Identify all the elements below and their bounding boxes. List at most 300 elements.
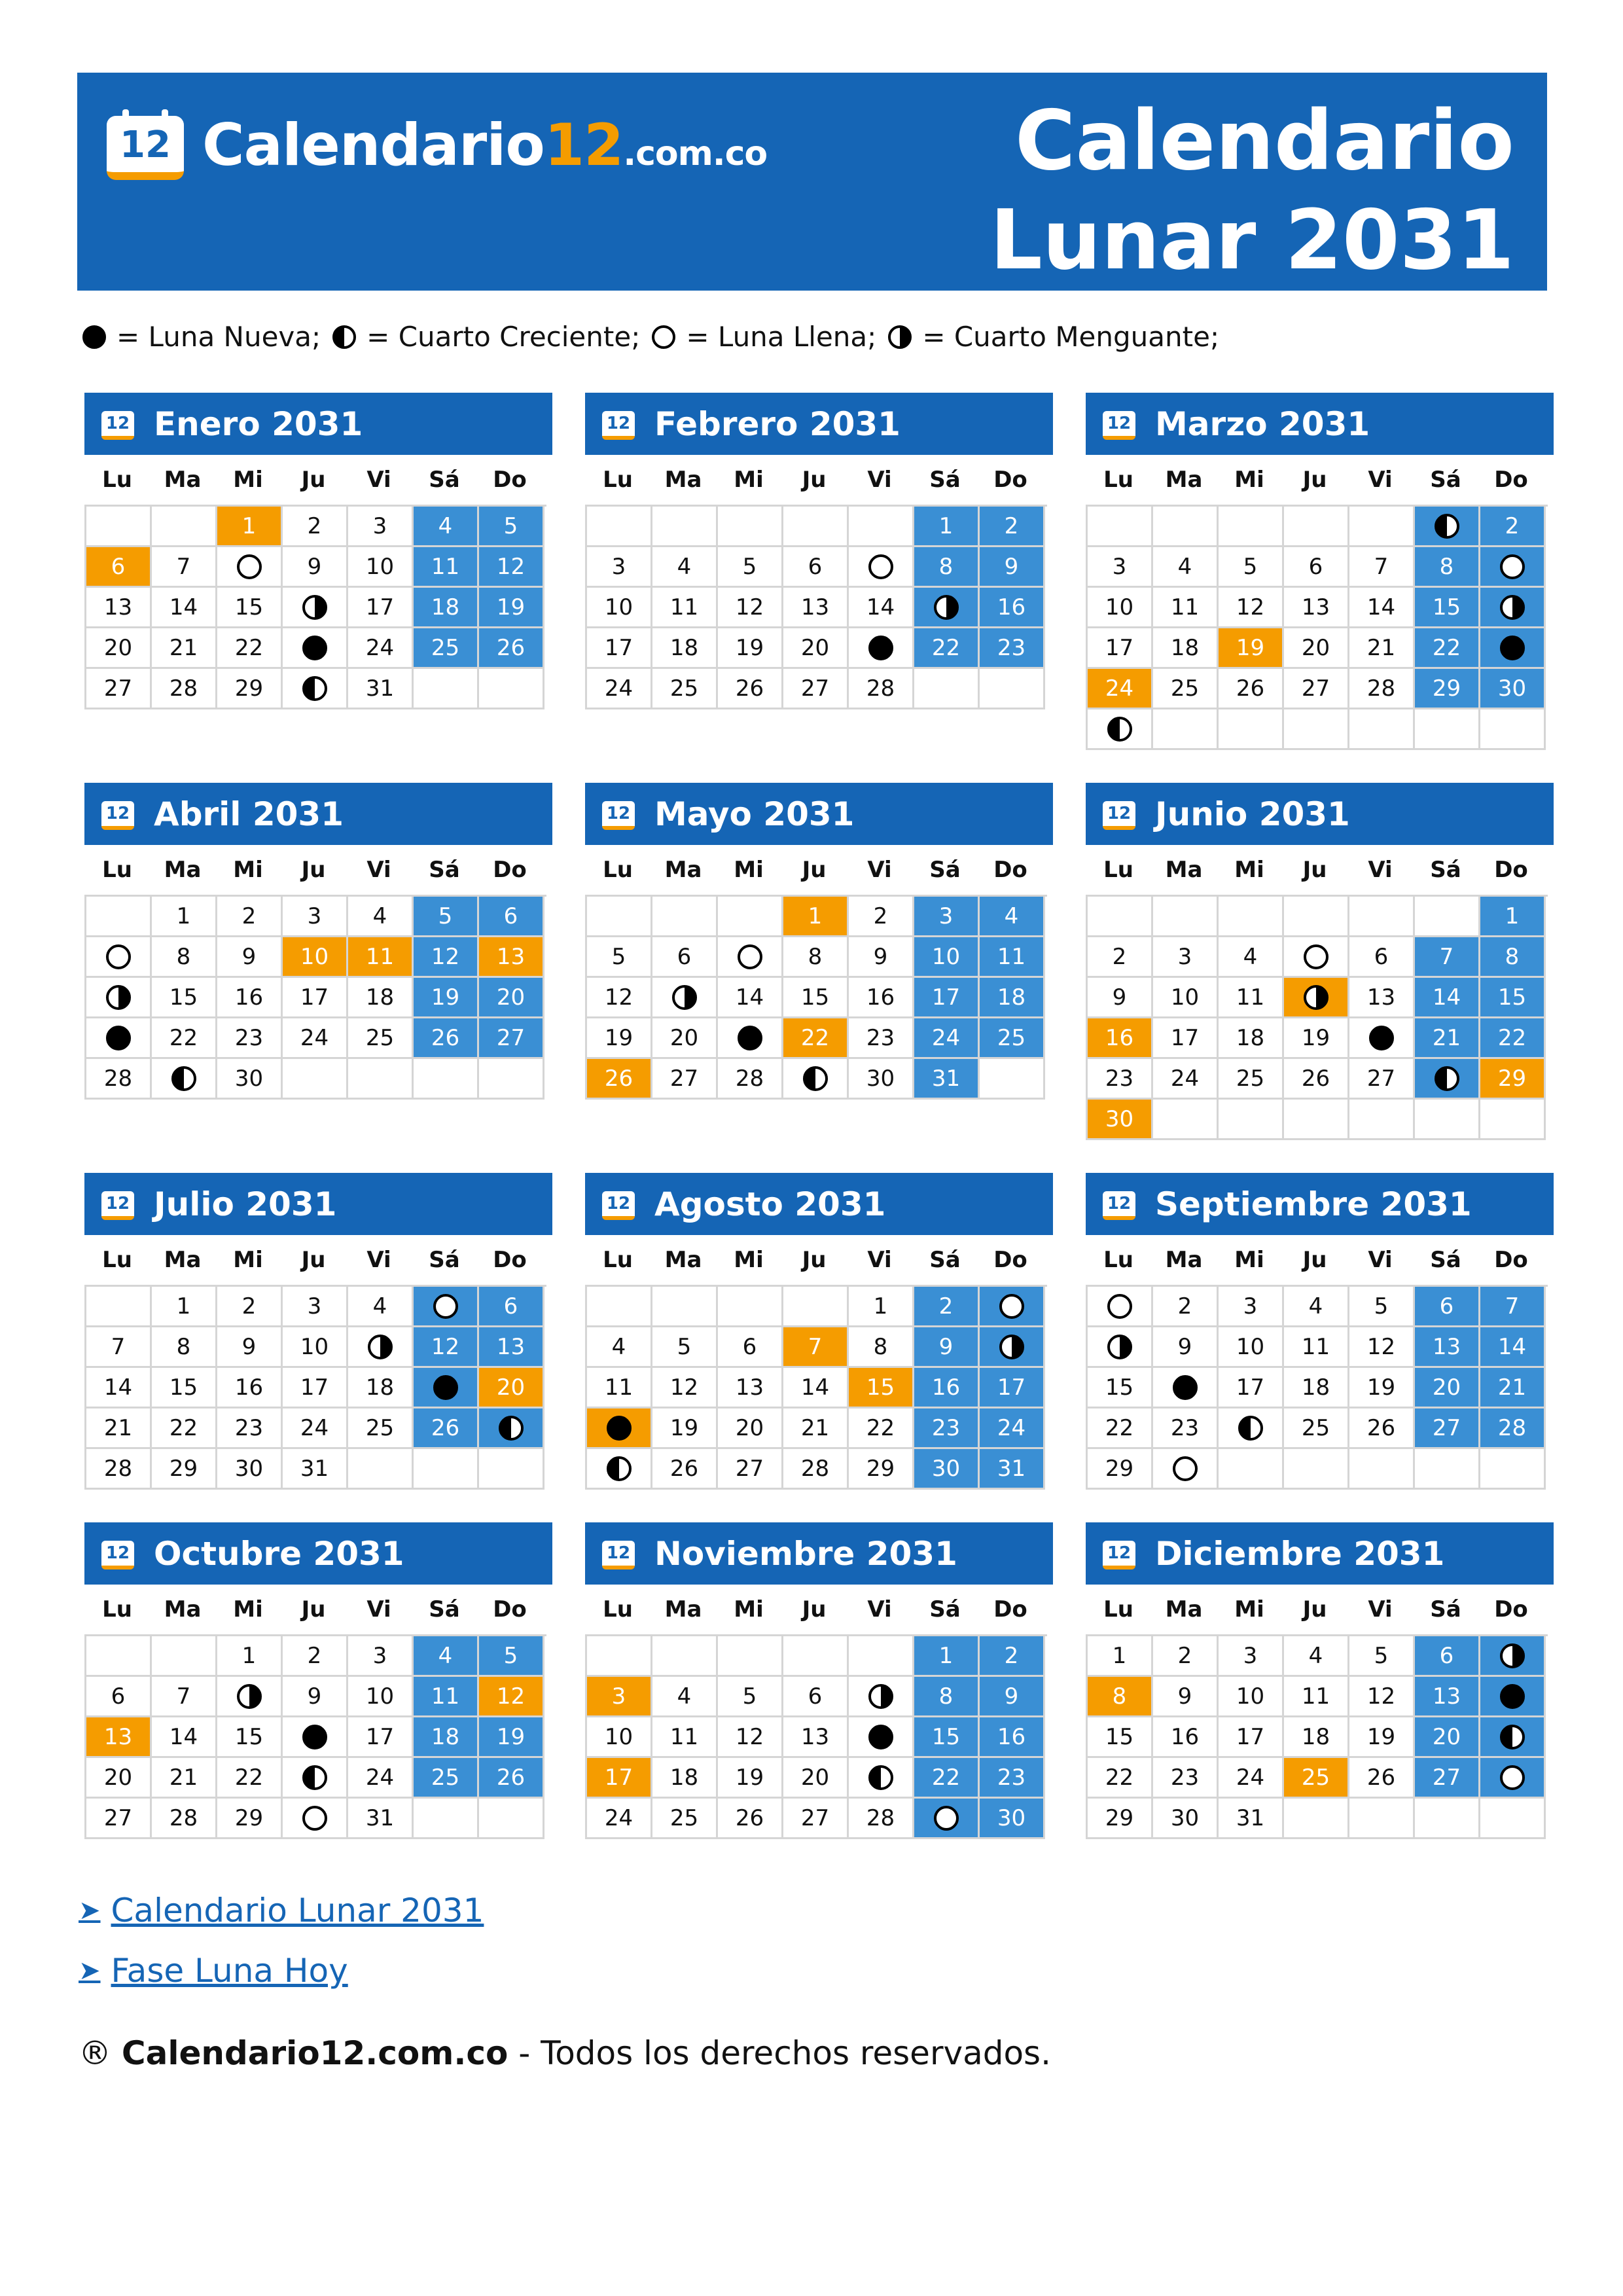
day-cell[interactable]: 19: [479, 1717, 544, 1758]
day-cell[interactable]: 16: [217, 1368, 283, 1408]
day-cell[interactable]: 13: [479, 1327, 544, 1368]
day-cell[interactable]: 14: [1349, 588, 1415, 628]
day-cell[interactable]: 8: [1480, 937, 1546, 978]
day-cell[interactable]: 22: [914, 1758, 980, 1799]
day-cell[interactable]: 20: [479, 978, 544, 1018]
day-cell[interactable]: [849, 1717, 914, 1758]
day-cell[interactable]: [980, 1287, 1045, 1327]
day-cell[interactable]: 26: [1349, 1758, 1415, 1799]
day-cell[interactable]: 13: [718, 1368, 783, 1408]
day-cell[interactable]: 18: [1284, 1717, 1349, 1758]
day-cell[interactable]: 1: [1088, 1636, 1153, 1677]
day-cell[interactable]: 30: [1088, 1100, 1153, 1140]
day-cell[interactable]: 20: [783, 628, 849, 669]
day-cell[interactable]: 4: [348, 897, 414, 937]
day-cell[interactable]: 1: [152, 1287, 217, 1327]
day-cell[interactable]: 3: [1088, 547, 1153, 588]
day-cell[interactable]: 19: [1284, 1018, 1349, 1059]
day-cell[interactable]: 7: [783, 1327, 849, 1368]
day-cell[interactable]: 8: [1415, 547, 1480, 588]
day-cell[interactable]: 2: [283, 1636, 348, 1677]
day-cell[interactable]: 22: [152, 1018, 217, 1059]
day-cell[interactable]: 31: [1219, 1799, 1284, 1839]
day-cell[interactable]: 30: [849, 1059, 914, 1100]
day-cell[interactable]: [1284, 937, 1349, 978]
day-cell[interactable]: [86, 1018, 152, 1059]
day-cell[interactable]: 15: [217, 1717, 283, 1758]
day-cell[interactable]: 28: [849, 669, 914, 709]
day-cell[interactable]: 15: [217, 588, 283, 628]
day-cell[interactable]: 26: [718, 669, 783, 709]
day-cell[interactable]: 4: [587, 1327, 652, 1368]
day-cell[interactable]: 2: [1480, 507, 1546, 547]
day-cell[interactable]: [980, 1327, 1045, 1368]
day-cell[interactable]: [783, 1059, 849, 1100]
day-cell[interactable]: [849, 547, 914, 588]
day-cell[interactable]: 22: [152, 1408, 217, 1449]
day-cell[interactable]: 27: [1415, 1758, 1480, 1799]
day-cell[interactable]: [1480, 1677, 1546, 1717]
day-cell[interactable]: 12: [718, 588, 783, 628]
link-text[interactable]: Calendario Lunar 2031: [111, 1892, 484, 1929]
day-cell[interactable]: [849, 1758, 914, 1799]
day-cell[interactable]: 24: [587, 669, 652, 709]
day-cell[interactable]: 24: [1153, 1059, 1219, 1100]
day-cell[interactable]: 21: [86, 1408, 152, 1449]
day-cell[interactable]: 18: [652, 628, 718, 669]
day-cell[interactable]: 24: [348, 628, 414, 669]
day-cell[interactable]: 5: [652, 1327, 718, 1368]
link-text[interactable]: Fase Luna Hoy: [111, 1952, 348, 1990]
day-cell[interactable]: 1: [783, 897, 849, 937]
day-cell[interactable]: 12: [1349, 1677, 1415, 1717]
day-cell[interactable]: 10: [587, 1717, 652, 1758]
day-cell[interactable]: 22: [1415, 628, 1480, 669]
day-cell[interactable]: 8: [152, 1327, 217, 1368]
day-cell[interactable]: 6: [718, 1327, 783, 1368]
day-cell[interactable]: 26: [414, 1408, 479, 1449]
day-cell[interactable]: 4: [1284, 1636, 1349, 1677]
day-cell[interactable]: 11: [1284, 1327, 1349, 1368]
day-cell[interactable]: 31: [914, 1059, 980, 1100]
day-cell[interactable]: 6: [86, 1677, 152, 1717]
day-cell[interactable]: 10: [1219, 1327, 1284, 1368]
day-cell[interactable]: 10: [1088, 588, 1153, 628]
day-cell[interactable]: 30: [1480, 669, 1546, 709]
day-cell[interactable]: 17: [1219, 1717, 1284, 1758]
day-cell[interactable]: 15: [1415, 588, 1480, 628]
day-cell[interactable]: 2: [1153, 1636, 1219, 1677]
day-cell[interactable]: 21: [152, 1758, 217, 1799]
day-cell[interactable]: 6: [652, 937, 718, 978]
day-cell[interactable]: 9: [980, 1677, 1045, 1717]
day-cell[interactable]: [1219, 1408, 1284, 1449]
day-cell[interactable]: 2: [217, 897, 283, 937]
day-cell[interactable]: 9: [980, 547, 1045, 588]
day-cell[interactable]: [217, 1677, 283, 1717]
day-cell[interactable]: [1480, 588, 1546, 628]
day-cell[interactable]: 30: [217, 1059, 283, 1100]
day-cell[interactable]: 17: [914, 978, 980, 1018]
day-cell[interactable]: 29: [217, 1799, 283, 1839]
day-cell[interactable]: 25: [1284, 1408, 1349, 1449]
day-cell[interactable]: [1284, 978, 1349, 1018]
day-cell[interactable]: 1: [152, 897, 217, 937]
day-cell[interactable]: 25: [348, 1018, 414, 1059]
day-cell[interactable]: [283, 628, 348, 669]
day-cell[interactable]: 18: [414, 1717, 479, 1758]
day-cell[interactable]: 3: [1153, 937, 1219, 978]
day-cell[interactable]: 23: [1153, 1408, 1219, 1449]
day-cell[interactable]: 31: [980, 1449, 1045, 1490]
day-cell[interactable]: 12: [587, 978, 652, 1018]
day-cell[interactable]: 7: [152, 1677, 217, 1717]
day-cell[interactable]: 17: [587, 1758, 652, 1799]
day-cell[interactable]: [479, 1408, 544, 1449]
day-cell[interactable]: 21: [1415, 1018, 1480, 1059]
day-cell[interactable]: 6: [1415, 1287, 1480, 1327]
day-cell[interactable]: 28: [718, 1059, 783, 1100]
link-lunar-calendar[interactable]: [79, 1892, 484, 1929]
day-cell[interactable]: 13: [783, 588, 849, 628]
day-cell[interactable]: [914, 1799, 980, 1839]
day-cell[interactable]: 24: [1088, 669, 1153, 709]
day-cell[interactable]: 22: [783, 1018, 849, 1059]
day-cell[interactable]: 13: [1284, 588, 1349, 628]
day-cell[interactable]: [414, 1287, 479, 1327]
day-cell[interactable]: 16: [849, 978, 914, 1018]
day-cell[interactable]: [849, 628, 914, 669]
day-cell[interactable]: 15: [849, 1368, 914, 1408]
day-cell[interactable]: 5: [479, 1636, 544, 1677]
day-cell[interactable]: 29: [1415, 669, 1480, 709]
day-cell[interactable]: 20: [652, 1018, 718, 1059]
day-cell[interactable]: 17: [1153, 1018, 1219, 1059]
day-cell[interactable]: 1: [914, 1636, 980, 1677]
day-cell[interactable]: 17: [283, 1368, 348, 1408]
day-cell[interactable]: 25: [1284, 1758, 1349, 1799]
day-cell[interactable]: 23: [1153, 1758, 1219, 1799]
day-cell[interactable]: 12: [479, 1677, 544, 1717]
day-cell[interactable]: 18: [348, 978, 414, 1018]
day-cell[interactable]: 17: [587, 628, 652, 669]
day-cell[interactable]: 23: [849, 1018, 914, 1059]
day-cell[interactable]: 23: [217, 1408, 283, 1449]
day-cell[interactable]: 1: [1480, 897, 1546, 937]
day-cell[interactable]: 12: [652, 1368, 718, 1408]
day-cell[interactable]: 3: [348, 1636, 414, 1677]
day-cell[interactable]: 24: [283, 1408, 348, 1449]
day-cell[interactable]: 3: [587, 547, 652, 588]
day-cell[interactable]: 22: [217, 1758, 283, 1799]
day-cell[interactable]: 10: [1153, 978, 1219, 1018]
day-cell[interactable]: 24: [980, 1408, 1045, 1449]
day-cell[interactable]: 6: [479, 1287, 544, 1327]
day-cell[interactable]: 19: [718, 628, 783, 669]
day-cell[interactable]: 9: [1088, 978, 1153, 1018]
day-cell[interactable]: 30: [217, 1449, 283, 1490]
day-cell[interactable]: 11: [1153, 588, 1219, 628]
day-cell[interactable]: [1480, 1717, 1546, 1758]
day-cell[interactable]: 29: [849, 1449, 914, 1490]
day-cell[interactable]: 27: [86, 669, 152, 709]
day-cell[interactable]: 11: [980, 937, 1045, 978]
day-cell[interactable]: 11: [587, 1368, 652, 1408]
day-cell[interactable]: [1088, 709, 1153, 750]
day-cell[interactable]: [1480, 1636, 1546, 1677]
day-cell[interactable]: 11: [414, 1677, 479, 1717]
day-cell[interactable]: 28: [86, 1059, 152, 1100]
day-cell[interactable]: [587, 1408, 652, 1449]
day-cell[interactable]: 14: [86, 1368, 152, 1408]
day-cell[interactable]: 23: [1088, 1059, 1153, 1100]
day-cell[interactable]: 2: [1088, 937, 1153, 978]
day-cell[interactable]: 24: [1219, 1758, 1284, 1799]
day-cell[interactable]: 26: [718, 1799, 783, 1839]
day-cell[interactable]: 23: [980, 1758, 1045, 1799]
day-cell[interactable]: 14: [1415, 978, 1480, 1018]
day-cell[interactable]: [1480, 547, 1546, 588]
day-cell[interactable]: 17: [348, 588, 414, 628]
day-cell[interactable]: 19: [1349, 1717, 1415, 1758]
day-cell[interactable]: 29: [1480, 1059, 1546, 1100]
day-cell[interactable]: 18: [414, 588, 479, 628]
day-cell[interactable]: 27: [652, 1059, 718, 1100]
day-cell[interactable]: 27: [783, 1799, 849, 1839]
day-cell[interactable]: [283, 669, 348, 709]
day-cell[interactable]: 6: [1349, 937, 1415, 978]
day-cell[interactable]: 5: [1219, 547, 1284, 588]
day-cell[interactable]: 13: [1415, 1327, 1480, 1368]
day-cell[interactable]: 22: [849, 1408, 914, 1449]
day-cell[interactable]: 22: [914, 628, 980, 669]
day-cell[interactable]: 19: [1349, 1368, 1415, 1408]
day-cell[interactable]: 26: [1349, 1408, 1415, 1449]
day-cell[interactable]: 3: [1219, 1287, 1284, 1327]
day-cell[interactable]: 25: [652, 1799, 718, 1839]
day-cell[interactable]: 1: [217, 507, 283, 547]
day-cell[interactable]: 3: [283, 897, 348, 937]
day-cell[interactable]: 14: [718, 978, 783, 1018]
day-cell[interactable]: 24: [348, 1758, 414, 1799]
day-cell[interactable]: 18: [652, 1758, 718, 1799]
day-cell[interactable]: 15: [1088, 1717, 1153, 1758]
day-cell[interactable]: 25: [348, 1408, 414, 1449]
day-cell[interactable]: 17: [1219, 1368, 1284, 1408]
day-cell[interactable]: 20: [86, 628, 152, 669]
day-cell[interactable]: 16: [980, 588, 1045, 628]
day-cell[interactable]: 27: [86, 1799, 152, 1839]
day-cell[interactable]: 18: [348, 1368, 414, 1408]
day-cell[interactable]: 5: [414, 897, 479, 937]
day-cell[interactable]: 19: [479, 588, 544, 628]
day-cell[interactable]: 26: [479, 628, 544, 669]
day-cell[interactable]: 8: [849, 1327, 914, 1368]
day-cell[interactable]: 16: [980, 1717, 1045, 1758]
day-cell[interactable]: 5: [1349, 1287, 1415, 1327]
day-cell[interactable]: 2: [980, 507, 1045, 547]
day-cell[interactable]: 17: [348, 1717, 414, 1758]
day-cell[interactable]: [718, 1018, 783, 1059]
day-cell[interactable]: 10: [283, 1327, 348, 1368]
day-cell[interactable]: 27: [479, 1018, 544, 1059]
day-cell[interactable]: 15: [783, 978, 849, 1018]
day-cell[interactable]: 14: [152, 1717, 217, 1758]
day-cell[interactable]: 12: [1219, 588, 1284, 628]
day-cell[interactable]: 22: [217, 628, 283, 669]
day-cell[interactable]: 29: [217, 669, 283, 709]
day-cell[interactable]: 6: [1284, 547, 1349, 588]
day-cell[interactable]: 3: [1219, 1636, 1284, 1677]
day-cell[interactable]: 23: [217, 1018, 283, 1059]
day-cell[interactable]: 13: [479, 937, 544, 978]
day-cell[interactable]: 26: [652, 1449, 718, 1490]
day-cell[interactable]: 19: [587, 1018, 652, 1059]
day-cell[interactable]: 28: [86, 1449, 152, 1490]
day-cell[interactable]: 13: [86, 1717, 152, 1758]
day-cell[interactable]: 9: [1153, 1327, 1219, 1368]
day-cell[interactable]: [283, 1758, 348, 1799]
day-cell[interactable]: 28: [1349, 669, 1415, 709]
day-cell[interactable]: 25: [980, 1018, 1045, 1059]
day-cell[interactable]: 4: [652, 1677, 718, 1717]
day-cell[interactable]: 31: [283, 1449, 348, 1490]
day-cell[interactable]: 27: [1284, 669, 1349, 709]
day-cell[interactable]: 28: [849, 1799, 914, 1839]
day-cell[interactable]: 27: [1349, 1059, 1415, 1100]
day-cell[interactable]: 29: [152, 1449, 217, 1490]
day-cell[interactable]: [849, 1677, 914, 1717]
day-cell[interactable]: 9: [217, 1327, 283, 1368]
day-cell[interactable]: 21: [1349, 628, 1415, 669]
day-cell[interactable]: 9: [283, 547, 348, 588]
day-cell[interactable]: 15: [1088, 1368, 1153, 1408]
day-cell[interactable]: [1349, 1018, 1415, 1059]
day-cell[interactable]: 1: [849, 1287, 914, 1327]
day-cell[interactable]: [1088, 1287, 1153, 1327]
day-cell[interactable]: 10: [348, 1677, 414, 1717]
day-cell[interactable]: 2: [1153, 1287, 1219, 1327]
day-cell[interactable]: 21: [783, 1408, 849, 1449]
day-cell[interactable]: 7: [152, 547, 217, 588]
day-cell[interactable]: 17: [1088, 628, 1153, 669]
day-cell[interactable]: 17: [980, 1368, 1045, 1408]
day-cell[interactable]: 19: [414, 978, 479, 1018]
day-cell[interactable]: 22: [1088, 1408, 1153, 1449]
day-cell[interactable]: 18: [980, 978, 1045, 1018]
day-cell[interactable]: 15: [152, 978, 217, 1018]
day-cell[interactable]: 28: [152, 1799, 217, 1839]
day-cell[interactable]: 20: [479, 1368, 544, 1408]
day-cell[interactable]: 21: [1480, 1368, 1546, 1408]
day-cell[interactable]: 12: [479, 547, 544, 588]
day-cell[interactable]: 7: [1415, 937, 1480, 978]
day-cell[interactable]: 29: [1088, 1799, 1153, 1839]
day-cell[interactable]: 22: [1088, 1758, 1153, 1799]
day-cell[interactable]: 8: [914, 1677, 980, 1717]
day-cell[interactable]: 13: [86, 588, 152, 628]
day-cell[interactable]: 30: [1153, 1799, 1219, 1839]
day-cell[interactable]: [587, 1449, 652, 1490]
day-cell[interactable]: 19: [718, 1758, 783, 1799]
day-cell[interactable]: 27: [718, 1449, 783, 1490]
day-cell[interactable]: 16: [1088, 1018, 1153, 1059]
day-cell[interactable]: 6: [783, 547, 849, 588]
day-cell[interactable]: [1480, 1758, 1546, 1799]
day-cell[interactable]: 12: [718, 1717, 783, 1758]
day-cell[interactable]: 19: [652, 1408, 718, 1449]
day-cell[interactable]: 9: [849, 937, 914, 978]
day-cell[interactable]: 8: [1088, 1677, 1153, 1717]
day-cell[interactable]: [217, 547, 283, 588]
day-cell[interactable]: 7: [86, 1327, 152, 1368]
day-cell[interactable]: 14: [152, 588, 217, 628]
day-cell[interactable]: 24: [914, 1018, 980, 1059]
day-cell[interactable]: 26: [587, 1059, 652, 1100]
day-cell[interactable]: 14: [849, 588, 914, 628]
day-cell[interactable]: 9: [1153, 1677, 1219, 1717]
day-cell[interactable]: 6: [479, 897, 544, 937]
day-cell[interactable]: 2: [914, 1287, 980, 1327]
day-cell[interactable]: 15: [1480, 978, 1546, 1018]
day-cell[interactable]: 4: [980, 897, 1045, 937]
day-cell[interactable]: 26: [479, 1758, 544, 1799]
day-cell[interactable]: 11: [348, 937, 414, 978]
day-cell[interactable]: [1415, 1059, 1480, 1100]
day-cell[interactable]: 8: [152, 937, 217, 978]
day-cell[interactable]: 6: [1415, 1636, 1480, 1677]
day-cell[interactable]: [914, 588, 980, 628]
day-cell[interactable]: 10: [348, 547, 414, 588]
day-cell[interactable]: 16: [217, 978, 283, 1018]
day-cell[interactable]: 5: [479, 507, 544, 547]
day-cell[interactable]: [283, 1717, 348, 1758]
day-cell[interactable]: [1480, 628, 1546, 669]
day-cell[interactable]: 14: [1480, 1327, 1546, 1368]
day-cell[interactable]: 13: [1415, 1677, 1480, 1717]
day-cell[interactable]: 30: [914, 1449, 980, 1490]
day-cell[interactable]: 4: [414, 1636, 479, 1677]
day-cell[interactable]: [152, 1059, 217, 1100]
day-cell[interactable]: 31: [348, 1799, 414, 1839]
day-cell[interactable]: 10: [914, 937, 980, 978]
day-cell[interactable]: 20: [1415, 1717, 1480, 1758]
day-cell[interactable]: 5: [718, 547, 783, 588]
day-cell[interactable]: [86, 937, 152, 978]
day-cell[interactable]: 13: [783, 1717, 849, 1758]
day-cell[interactable]: 30: [980, 1799, 1045, 1839]
day-cell[interactable]: 5: [718, 1677, 783, 1717]
day-cell[interactable]: 9: [217, 937, 283, 978]
day-cell[interactable]: 29: [1088, 1449, 1153, 1490]
day-cell[interactable]: 12: [1349, 1327, 1415, 1368]
day-cell[interactable]: 11: [414, 547, 479, 588]
day-cell[interactable]: 3: [587, 1677, 652, 1717]
day-cell[interactable]: 8: [783, 937, 849, 978]
day-cell[interactable]: 15: [914, 1717, 980, 1758]
day-cell[interactable]: [283, 1799, 348, 1839]
day-cell[interactable]: 5: [1349, 1636, 1415, 1677]
day-cell[interactable]: 3: [914, 897, 980, 937]
day-cell[interactable]: [1153, 1449, 1219, 1490]
day-cell[interactable]: 27: [783, 669, 849, 709]
day-cell[interactable]: 4: [348, 1287, 414, 1327]
day-cell[interactable]: 19: [1219, 628, 1284, 669]
day-cell[interactable]: 2: [217, 1287, 283, 1327]
day-cell[interactable]: 24: [283, 1018, 348, 1059]
site-logo[interactable]: [107, 109, 767, 181]
day-cell[interactable]: 11: [1219, 978, 1284, 1018]
